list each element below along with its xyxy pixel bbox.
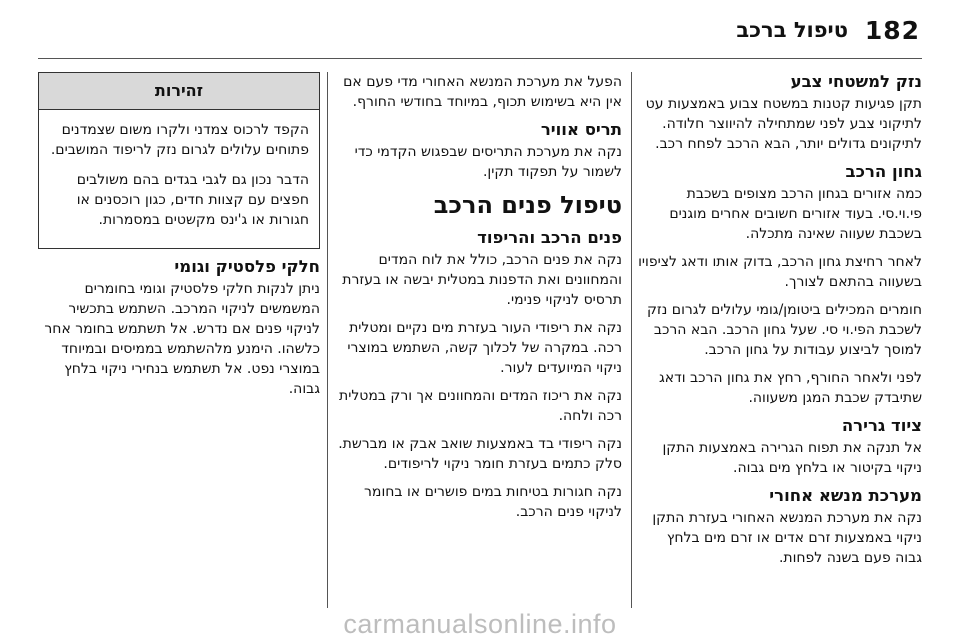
section-underbody [638, 162, 922, 408]
paragraph: נקה את מערכת התריסים שבפגוש הקדמי כדי לשמור על תפקוד תקין. [354, 144, 622, 180]
paragraph: נקה את מערכת המנשא האחורי בעזרת התקן ניקוי באמצעות זרם אדים או זרם מים בלחץ גבוה פעם בשנה לפחות. [652, 510, 922, 566]
section-title: נזק למשטחי צבע [790, 72, 922, 91]
paragraph: כמה אזורים בגחון הרכב מצופים בשכבת פי.וי.סי. בעוד אזורים חשובים אחרים מוגנים בשכבת שעווה שאינה מתכלה. [669, 186, 922, 242]
section-title: תריס אוויר [540, 120, 622, 139]
warning-title: זהירות [39, 73, 319, 110]
paragraph: נקה ריפודי בד באמצעות שואב אבק או מברשת. סלק כתמים בעזרת חומר ניקוי לריפודים. [338, 436, 622, 472]
paragraph: נקה חגורות בטיחות במים פושרים או בחומר לניקוי פנים הרכב. [364, 484, 622, 520]
section-title: מערכת מנשא אחורי [769, 486, 922, 505]
paragraph: אל תנקה את תפוח הגרירה באמצעות התקן ניקוי בקיטור או בלחץ מים גבוה. [662, 440, 922, 476]
header-divider [38, 58, 922, 59]
paragraph: נקה את ריפודי העור בעזרת מים נקיים ומטלית רכה. במקרה של לכלוך קשה, השתמש במוצרי ניקוי המיועדים לעור. [347, 320, 622, 376]
section-title: חלקי פלסטיק וגומי [174, 257, 320, 276]
section-interior [336, 228, 622, 522]
warning-body [39, 110, 319, 248]
paragraph: לפני ולאחר החורף, רחץ את גחון הרכב ודאג שתיבדק שכבת המגן משעווה. [658, 370, 922, 406]
column-middle [336, 72, 622, 530]
paragraph: הקפד לרכוס צמדני ולקרו משום שצמדנים פתוחים עלולים לגרום נזק לריפוד המושבים. [50, 122, 309, 158]
paragraph: נקה את פנים הרכב, כולל את לוח המדים והמחוונים ואת הדפנות במטלית יבשה או בעזרת תרסיס לניקוי פנימי. [342, 252, 622, 308]
column-divider [327, 72, 328, 608]
chapter-title: טיפול פנים הרכב [433, 191, 622, 219]
paragraph: ניתן לנקות חלקי פלסטיק וגומי בחומרים המשמשים לניקוי המרכב. השתמש בתכשיר לניקוי פנים אם נדרש. אל תשתמש בחומר אחר כלשהו. הימנע מלהשתמש בממיסים ובמיוחד במוצרי נפט. אל תשתמש בנחירי ניקוי בלחץ גבוה. [44, 281, 320, 397]
paragraph: תקן פגיעות קטנות במשטח צבוע באמצעות עט לתיקוני צבע לפני שמתחילה להיווצר חלודה. לתיקונים גדולים יותר, הבא הרכב לפחח רכב. [645, 96, 922, 152]
section-title: ציוד גרירה [841, 416, 922, 435]
section-title: גחון הרכב [845, 162, 922, 181]
paragraph: הדבר נכון גם לגבי בגדים בהם משולבים חפצים עם קצוות חדים, כגון רוכסנים או חגורות או ג'ינס מקשטים במסמרות. [76, 172, 309, 228]
running-title: טיפול ברכב [736, 18, 848, 42]
page-number: 182 [864, 16, 920, 45]
spacer [38, 249, 320, 257]
section-air-louver [336, 120, 622, 182]
warning-box [38, 72, 320, 249]
section-paint-damage [638, 72, 922, 154]
watermark: carmanualsonline.info [343, 609, 617, 639]
section-rear-carrier [638, 486, 922, 568]
section-towing-equipment [638, 416, 922, 478]
paragraph: הפעל את מערכת המנשא האחורי מדי פעם אם אין היא בשימוש תכוף, במיוחד בחודשי החורף. [343, 74, 622, 110]
paragraph: חומרים המכילים ביטומן/גומי עלולים לגרום נזק לשכבת הפי.וי סי. שעל גחון הרכב. הבא הרכב למוסך לביצוע עבודות על גחון הרכב. [646, 302, 922, 358]
section-title: פנים הרכב והריפוד [477, 228, 622, 247]
paragraph: לאחר רחיצת גחון הרכב, בדוק אותו ודאג לציפויו בשעווה בהתאם לצורך. [638, 254, 922, 290]
section-plastic-rubber [38, 257, 320, 399]
paragraph: נקה את ריכוז המדים והמחוונים אך ורק במטלית רכה ולחה. [339, 388, 622, 424]
column-divider [631, 72, 632, 608]
column-left [38, 72, 320, 407]
column-right [638, 72, 922, 576]
